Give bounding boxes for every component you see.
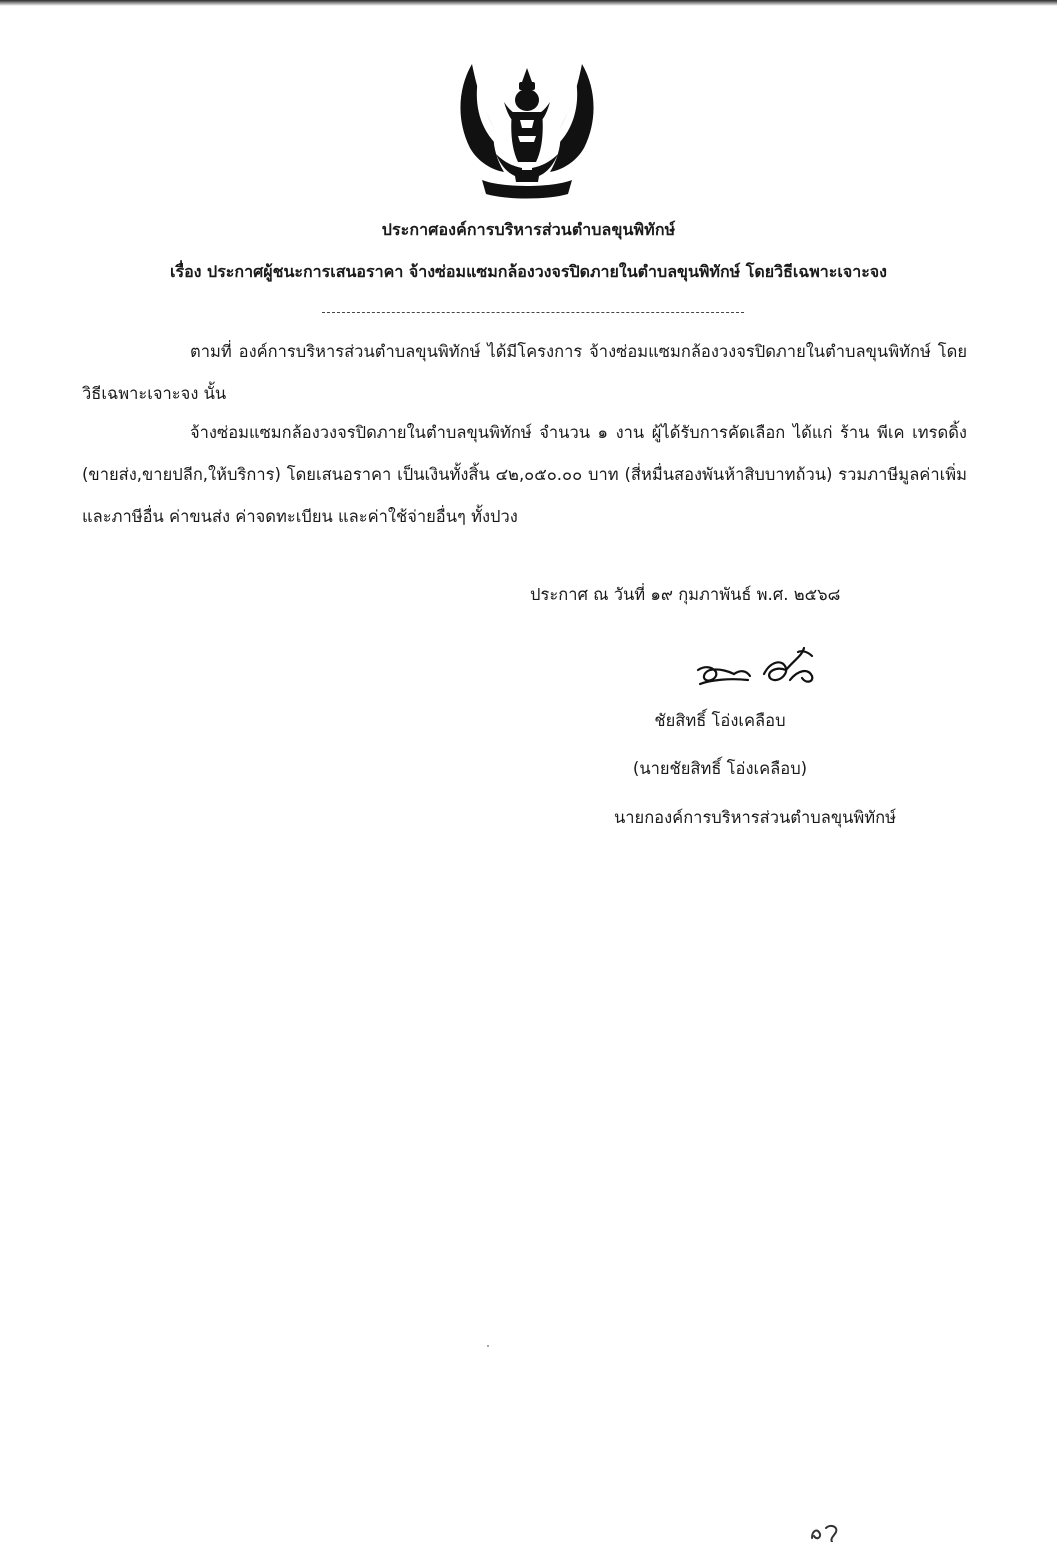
signatory-position: นายกองค์การบริหารส่วนตำบลขุนพิทักษ์ — [613, 808, 897, 827]
scan-speck — [487, 1345, 489, 1347]
handwritten-signature — [690, 640, 830, 700]
garuda-emblem-icon — [452, 58, 602, 202]
document-title: ประกาศองค์การบริหารส่วนตำบลขุนพิทักษ์ — [381, 220, 676, 239]
signatory-full-name: (นายชัยสิทธิ์ โอ่งเคลือบ) — [632, 759, 808, 778]
scan-edge-shadow — [0, 0, 1057, 6]
body-paragraph-1: ตามที่ องค์การบริหารส่วนตำบลขุนพิทักษ์ ได้มีโครงการ จ้างซ่อมแซมกล้องวงจรปิดภายในตำบลขุนพิทักษ์ โดยวิธีเฉพาะเจาะจง นั้น — [82, 342, 967, 403]
body-paragraph-2: จ้างซ่อมแซมกล้องวงจรปิดภายในตำบลขุนพิทักษ์ จำนวน ๑ งาน ผู้ได้รับการคัดเลือก ได้แก่ ร้าน พีเค เทรดดิ้ง (ขายส่ง,ขายปลีก,ให้บริการ) โดยเสนอราคา เป็นเงินทั้งสิ้น ๔๒,๐๕๐.๐๐ บาท (สี่หมื่นสองพันห้าสิบบาทถ้วน) รวมภาษีมูลค่าเพิ่มและภาษีอื่น ค่าขนส่ง ค่าจดทะเบียน และค่าใช้จ่ายอื่นๆ ทั้งปวง — [82, 423, 967, 526]
header-divider — [322, 312, 744, 313]
announcement-date: ประกาศ ณ วันที่ ๑๙ กุมภาพันธ์ พ.ศ. ๒๕๖๘ — [530, 585, 841, 604]
handwritten-page-mark — [808, 1520, 848, 1542]
document-subject: เรื่อง ประกาศผู้ชนะการเสนอราคา จ้างซ่อมแซมกล้องวงจรปิดภายในตำบลขุนพิทักษ์ โดยวิธีเฉพาะเจาะจง — [170, 262, 887, 281]
signatory-name: ชัยสิทธิ์ โอ่งเคลือบ — [654, 711, 786, 730]
